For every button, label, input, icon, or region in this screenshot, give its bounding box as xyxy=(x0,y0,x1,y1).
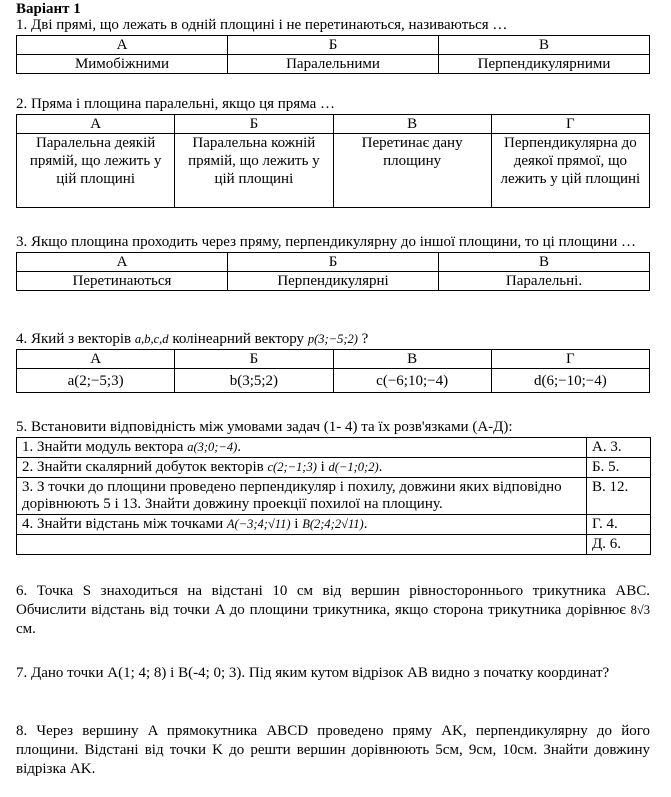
question-8-text: 8. Через вершину A прямокутника ABCD проведено пряму AK, перпендикулярну до його площини. Відстані від точки K до решти вершин дорівнюють 5см, 9см, 10см. Знайти довжину відрізка AK. xyxy=(16,723,650,777)
question-2-table xyxy=(16,114,650,208)
q1-answer-c: Перпендикулярними xyxy=(439,55,650,74)
q3-answer-c: Паралельні. xyxy=(439,272,650,291)
q5-task-5 xyxy=(17,535,587,555)
q1-answer-b: Паралельними xyxy=(228,55,439,74)
q5-task-4-text: 4. Знайти відстань між точками xyxy=(22,516,224,532)
question-2 xyxy=(16,95,650,208)
question-4 xyxy=(16,330,650,393)
question-5-text: 5. Встановити відповідність між умовами задач (1- 4) та їх розв'язками (А-Д): xyxy=(16,419,513,435)
question-5 xyxy=(16,418,650,555)
question-4-table xyxy=(16,349,650,393)
q5-row xyxy=(17,515,651,535)
q5-task-4-expr: A(−3;4;√11) xyxy=(226,517,291,531)
q3-answer-a: Перетинаються xyxy=(17,272,228,291)
q4-answer-c: c(−6;10;−4) xyxy=(333,369,491,393)
q3-header-b: Б xyxy=(228,253,439,272)
q2-header-c: В xyxy=(333,115,491,134)
q5-task-1-text: 1. Знайти модуль вектора xyxy=(22,439,184,455)
q5-row xyxy=(17,535,651,555)
question-3 xyxy=(16,233,650,291)
q2-answer-a: Паралельна деякій прямій, що лежить у цій площині xyxy=(17,134,175,208)
question-4-text xyxy=(16,330,650,349)
q4-text-prefix: 4. Який з векторів xyxy=(16,331,132,347)
q5-task-1-tail: . xyxy=(237,439,242,455)
q5-task-4-join: і xyxy=(294,516,299,532)
q5-row xyxy=(17,458,651,478)
q2-answer-c: Перетинає дану площину xyxy=(333,134,491,208)
q5-row xyxy=(17,438,651,458)
q5-task-2-text: 2. Знайти скалярний добуток векторів xyxy=(22,459,264,475)
q5-task-2-tail: . xyxy=(378,459,383,475)
question-5-table xyxy=(16,437,651,555)
q5-task-2-expr2: d(−1;0;2) xyxy=(328,460,379,474)
q5-task-2 xyxy=(17,458,587,478)
q5-task-2-expr: c(2;−1;3) xyxy=(267,460,317,474)
question-3-table xyxy=(16,252,650,291)
q6-value: 8√3 xyxy=(630,603,651,617)
q5-task-4-expr2: B(2;4;2√11) xyxy=(302,517,364,531)
q5-answer-5: Д. 6. xyxy=(587,535,651,555)
q4-target-vector: p(3;−5;2) xyxy=(307,332,358,346)
question-7 xyxy=(16,664,650,683)
q2-answer-b: Паралельна кожній прямій, що лежить у цій площині xyxy=(175,134,333,208)
q5-row xyxy=(17,478,651,515)
q2-header-b: Б xyxy=(175,115,333,134)
question-8 xyxy=(16,722,650,779)
q3-header-a: А xyxy=(17,253,228,272)
q4-header-d: Г xyxy=(491,350,649,369)
q4-header-c: В xyxy=(333,350,491,369)
q5-answer-2: Б. 5. xyxy=(587,458,651,478)
q4-header-b: Б xyxy=(175,350,333,369)
q2-header-a: А xyxy=(17,115,175,134)
q6-text: 6. Точка S знаходиться на відстані 10 см від вершин рівностороннього трикутника ABC. Обчислити відстань від точки A до площини трикутника, якщо сторона трикутника дорівнює xyxy=(16,583,650,618)
question-1-table xyxy=(16,35,650,74)
q4-header-a: А xyxy=(17,350,175,369)
q2-answer-d: Перпендикулярна до деякої прямої, що лежить у цій площині xyxy=(491,134,649,208)
question-6-text xyxy=(16,582,650,639)
q2-header-d: Г xyxy=(491,115,649,134)
q1-answer-a: Мимобіжними xyxy=(17,55,228,74)
q5-task-2-join: і xyxy=(320,459,325,475)
q4-text-suffix: ? xyxy=(361,331,369,347)
q5-task-1-expr: a(3;0;−4) xyxy=(187,440,238,454)
q3-answer-b: Перпендикулярні xyxy=(228,272,439,291)
question-1-text: 1. Дві прямі, що лежать в одній площині і не перетинаються, називаються … xyxy=(16,17,508,33)
variant-label: Варіант 1 xyxy=(16,1,81,17)
q5-task-4 xyxy=(17,515,587,535)
q5-task-4-tail: . xyxy=(363,516,368,532)
q1-header-c: В xyxy=(439,36,650,55)
question-6 xyxy=(16,582,650,639)
question-2-text: 2. Пряма і площина паралельні, якщо ця пряма … xyxy=(16,96,335,112)
q5-task-3: 3. З точки до площини проведено перпендикуляр і похилу, довжини яких відповідно дорівнюють 5 і 13. Знайти довжину проекції похилої на площину. xyxy=(17,478,587,515)
question-7-text: 7. Дано точки A(1; 4; 8) і B(-4; 0; 3). Під яким кутом відрізок AB видно з початку координат? xyxy=(16,665,610,681)
q5-answer-1: А. 3. xyxy=(587,438,651,458)
q4-answer-d: d(6;−10;−4) xyxy=(491,369,649,393)
q4-vector-list: a,b,c,d xyxy=(134,332,169,346)
q1-header-a: А xyxy=(17,36,228,55)
q1-header-b: Б xyxy=(228,36,439,55)
q6-unit: см. xyxy=(16,621,36,637)
question-1 xyxy=(16,16,650,74)
q4-text-mid: колінеарний вектору xyxy=(172,331,305,347)
q4-answer-b: b(3;5;2) xyxy=(175,369,333,393)
q5-task-1 xyxy=(17,438,587,458)
q5-answer-4: Г. 4. xyxy=(587,515,651,535)
q3-header-c: В xyxy=(439,253,650,272)
q4-answer-a: a(2;−5;3) xyxy=(17,369,175,393)
question-3-text: 3. Якщо площина проходить через пряму, перпендикулярну до іншої площини, то ці площини … xyxy=(16,234,636,250)
q5-answer-3: В. 12. xyxy=(587,478,651,515)
